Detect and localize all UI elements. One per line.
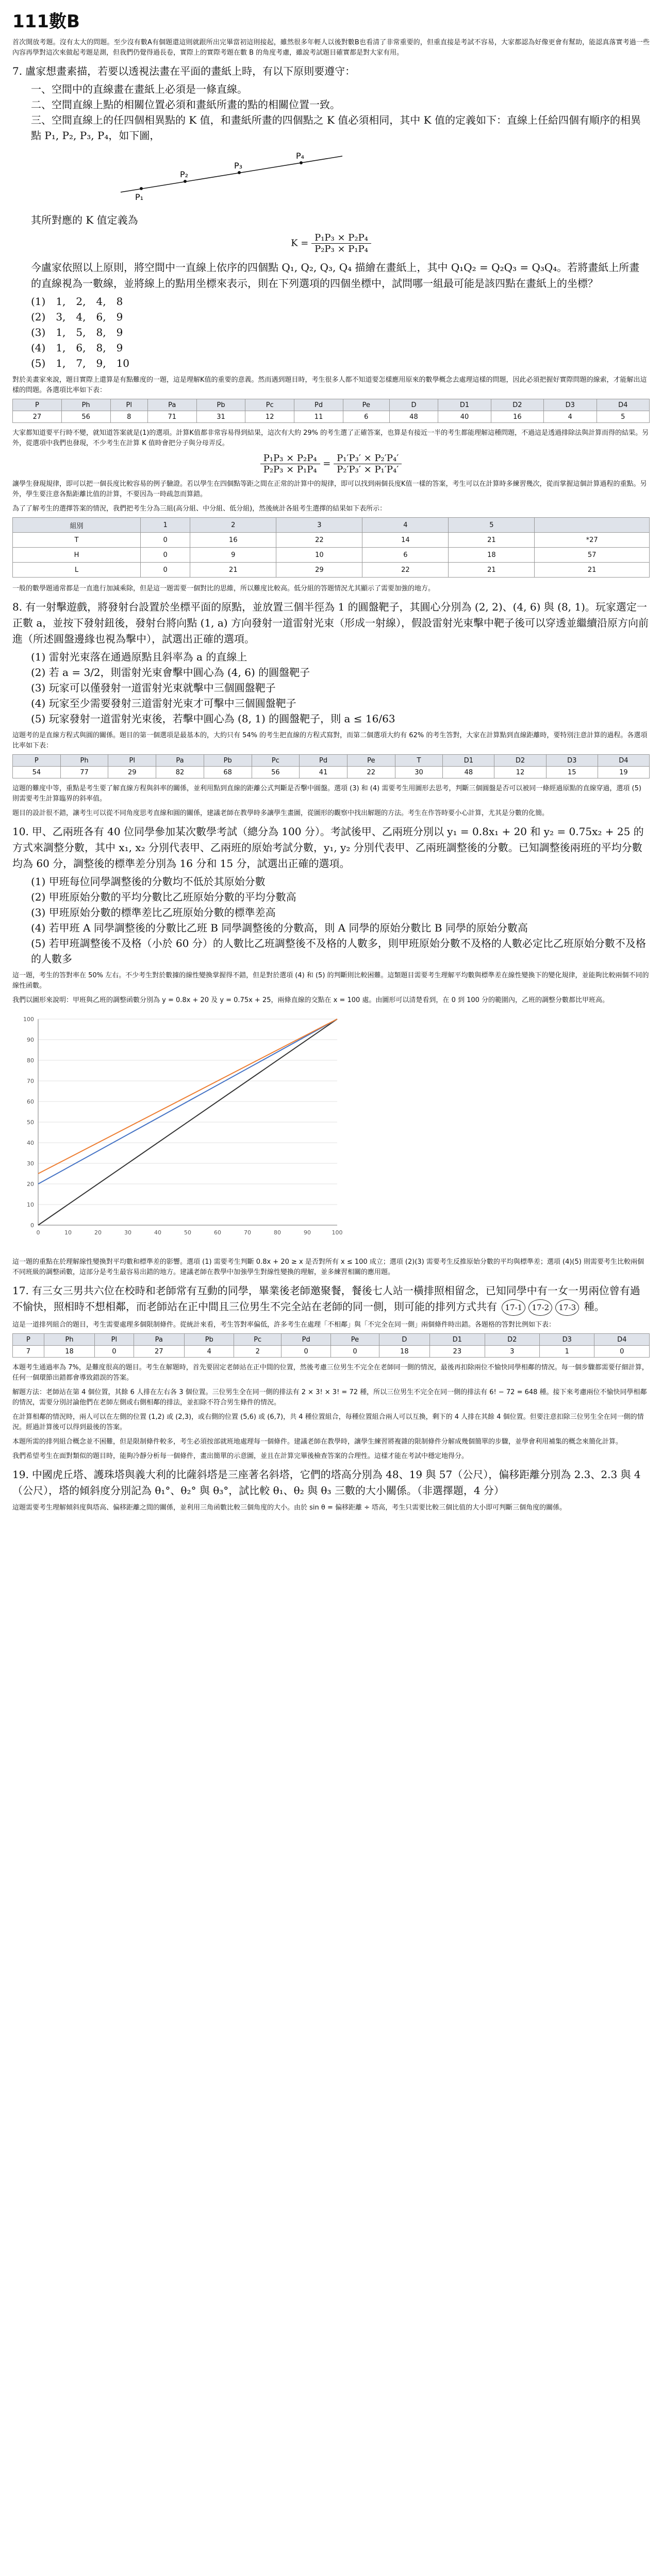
option-3: (3) 1, 5, 8, 9 bbox=[31, 326, 123, 338]
analysis-paragraph: 這一題，考生的答對率在 50% 左右。不少考生對於數據的線性變換掌握得不錯，但是對於選項 (4) 和 (5) 的判斷則比較困難。這類題目需要考生理解平均數與標準差在線性變換下的變化規律，並能夠比較兩個不同的線性函數。 bbox=[12, 972, 649, 990]
table-cell: 0 bbox=[594, 1346, 650, 1358]
k-equation: $\frac{\text{P₁P₃ × P₂P₄}}{\text{P₂P₃ × P₁P₄}}$ = $\frac{\text{P₁′P₃′ × P₂′P₄′}}{\text{P₂′P₃′ × P₁′P₄′}}$ bbox=[12, 453, 650, 475]
table-header: 5 bbox=[449, 518, 535, 533]
table-cell: L bbox=[13, 563, 141, 578]
rhs-denominator: P₂′P₃′ × P₁′P₄′ bbox=[337, 464, 399, 475]
table-header: D bbox=[389, 399, 438, 411]
table-header: Pd bbox=[300, 755, 347, 767]
table-header: Pd bbox=[281, 1334, 330, 1346]
y-tick-label: 10 bbox=[27, 1201, 34, 1208]
x-tick-label: 0 bbox=[36, 1229, 40, 1236]
table-cell: 82 bbox=[156, 767, 204, 778]
y-tick-label: 0 bbox=[30, 1222, 34, 1229]
table-cell: 21 bbox=[190, 563, 276, 578]
stats-table-q8 bbox=[12, 754, 650, 778]
analysis-paragraph: 這題需要考生理解傾斜度與塔高、偏移距離之間的關係，並利用三角函數比較三個角度的大小。由於 sin θ = 偏移距離 ÷ 塔高，考生只需要比較三個比值的大小即可判斷三個角度的關係。 bbox=[12, 1504, 567, 1512]
lhs-denominator: P₂P₃ × P₁P₄ bbox=[263, 464, 317, 475]
answer-box-17-2[interactable]: 17-2 bbox=[528, 1299, 552, 1316]
table-cell: H bbox=[13, 548, 141, 563]
question-7 bbox=[12, 63, 650, 79]
table-cell: 4 bbox=[544, 411, 597, 423]
table-cell: 0 bbox=[140, 548, 190, 563]
option-2: (2) 3, 4, 6, 9 bbox=[31, 311, 123, 323]
k-definition-text: 其所對應的 K 值定義為 bbox=[31, 214, 138, 226]
k-denominator: P₂P₃ × P₁P₄ bbox=[315, 244, 368, 255]
option-1: (1) 雷射光束落在通過原點且斜率為 a 的直線上 bbox=[31, 651, 247, 663]
table-cell: 54 bbox=[13, 767, 61, 778]
k-label: K = bbox=[291, 238, 309, 249]
table-cell: 21 bbox=[535, 563, 650, 578]
table-cell: 22 bbox=[276, 533, 362, 548]
table-header: Pc bbox=[245, 399, 294, 411]
option-3: (3) 玩家可以僅發射一道雷射光束就擊中三個圓盤靶子 bbox=[31, 682, 276, 694]
lhs-numerator: P₁P₃ × P₂P₄ bbox=[260, 453, 320, 464]
series-line bbox=[38, 1019, 337, 1174]
table-header: D2 bbox=[494, 755, 546, 767]
table-header: P bbox=[13, 755, 61, 767]
analysis-paragraph: 題目的設計很不錯，讓考生可以從不同角度思考直線和圓的關係，建議老師在教學時多讓學生畫圖，從圖形的觀察中找出解題的方法。考生在作答時要小心計算，尤其是分數的化簡。 bbox=[12, 809, 549, 817]
label-p1: P₁ bbox=[135, 192, 144, 202]
table-cell: 77 bbox=[60, 767, 108, 778]
table-cell: 4 bbox=[185, 1346, 234, 1358]
table-header: 組別 bbox=[13, 518, 141, 533]
k-formula bbox=[12, 232, 650, 255]
table-header: Pl bbox=[108, 755, 156, 767]
answer-box-17-1[interactable]: 17-1 bbox=[502, 1299, 525, 1316]
table-cell: 6 bbox=[343, 411, 389, 423]
x-tick-label: 40 bbox=[154, 1229, 161, 1236]
point-p3 bbox=[238, 171, 241, 174]
option-5: (5) 玩家發射一道雷射光束後，若擊中圓心為 (8, 1) 的圓盤靶子，則 a ≤ 16/63 bbox=[31, 713, 395, 725]
table-cell: 18 bbox=[44, 1346, 95, 1358]
point-p4 bbox=[300, 161, 303, 164]
y-tick-label: 70 bbox=[27, 1078, 34, 1084]
table-header: D3 bbox=[546, 755, 598, 767]
table-cell: 0 bbox=[140, 533, 190, 548]
analysis-paragraph: 一般的數學題通常都是一直進行加減乘除，但是這一題需要一個對比的思維，所以難度比較高。低分組的答題情況尤其顯示了需要加強的地方。 bbox=[12, 585, 435, 592]
table-header: D4 bbox=[597, 399, 650, 411]
y-tick-label: 30 bbox=[27, 1160, 34, 1167]
analysis-paragraph: 本題考生通過率為 7%，是難度很高的題目。考生在解題時，首先要固定老師站在正中間的位置，然後考慮三位男生不完全在老師同一側的情況，最後再扣除兩位不愉快同學相鄰的情況。每一個步驟都需要仔細計算，任何一個環節出錯都會導致錯誤的答案。 bbox=[12, 1364, 649, 1382]
analysis-paragraph: 這一題的重點在於理解線性變換對平均數和標準差的影響。選項 (1) 需要考生判斷 0.8x + 20 ≥ x 是否對所有 x ≤ 100 成立；選項 (2)(3) 需要考生反推原始分數的平均與標準差；選項 (4)(5) 則需要考生比較兩個不同班級的調整函數，這部分是考生最容易出錯的地方。建議老師在教學中加強學生對線性變換的理解，並多練習相關的應用題。 bbox=[12, 1258, 644, 1276]
table-header: D1 bbox=[443, 755, 494, 767]
table-cell: 16 bbox=[190, 533, 276, 548]
table-cell: 68 bbox=[204, 767, 252, 778]
x-tick-label: 80 bbox=[274, 1229, 281, 1236]
table-header: Pl bbox=[95, 1334, 134, 1346]
table-cell: 0 bbox=[281, 1346, 330, 1358]
option-1: (1) 甲班每位同學調整後的分數均不低於其原始分數 bbox=[31, 875, 266, 888]
label-p2: P₂ bbox=[180, 170, 189, 179]
table-header: 2 bbox=[190, 518, 276, 533]
table-cell: 27 bbox=[13, 411, 62, 423]
analysis-paragraph: 在計算相鄰的情況時，兩人可以在左側的位置 (1,2) 或 (2,3)，或右側的位置 (5,6) 或 (6,7)，共 4 種位置組合，每種位置組合兩人可以互換，剩下的 4 人排在其餘 4 個位置。但要注意扣除三位男生全在同一側的情況。經過計算後可以得到最後的答案。 bbox=[12, 1413, 644, 1431]
table-header: P bbox=[13, 399, 62, 411]
score-adjustment-chart bbox=[12, 1009, 353, 1251]
k-numerator: P₁P₃ × P₂P₄ bbox=[311, 232, 371, 244]
table-header: D bbox=[379, 1334, 430, 1346]
table-cell: 6 bbox=[362, 548, 449, 563]
option-5: (5) 1, 7, 9, 10 bbox=[31, 357, 130, 369]
table-cell: 14 bbox=[362, 533, 449, 548]
question-number: 10. bbox=[12, 825, 29, 838]
stats-table-q17 bbox=[12, 1333, 650, 1358]
x-tick-label: 60 bbox=[214, 1229, 221, 1236]
table-cell: 56 bbox=[252, 767, 300, 778]
table-cell: 0 bbox=[140, 563, 190, 578]
question-number: 8. bbox=[12, 601, 23, 613]
table-cell: 11 bbox=[294, 411, 343, 423]
y-tick-label: 60 bbox=[27, 1098, 34, 1105]
table-header: 1 bbox=[140, 518, 190, 533]
table-header: D2 bbox=[485, 1334, 539, 1346]
x-tick-label: 90 bbox=[304, 1229, 311, 1236]
analysis-paragraph: 為了了解考生的選擇答案的情況，我們把考生分為三組(高分組、中分組、低分組)，然後統計各組考生選擇的結果如下表所示： bbox=[12, 505, 387, 513]
table-cell: 5 bbox=[597, 411, 650, 423]
table-header: Ph bbox=[61, 399, 110, 411]
option-2: (2) 甲班原始分數的平均分數比乙班原始分數的平均分數高 bbox=[31, 891, 296, 903]
line bbox=[121, 156, 342, 192]
table-cell: 16 bbox=[491, 411, 543, 423]
x-tick-label: 20 bbox=[94, 1229, 102, 1236]
table-header: P bbox=[13, 1334, 44, 1346]
analysis-paragraph: 對於美畫家來說，題目實際上還算是有點難度的一題，這是理解K值的重要的意義。然而遇到題目時，考生很多人都不知道要怎樣應用原來的數學概念去處理這樣的問題，因此必須把握好實際問題的線索，才能解出這樣的問題。各選項比率如下表： bbox=[12, 376, 647, 394]
table-cell: T bbox=[13, 533, 141, 548]
table-header: Pe bbox=[343, 399, 389, 411]
analysis-paragraph: 讓學生發現規律，即可以把一個長度比較容易的例子驗證。若以學生在四個點等距之間在正常的計算中的規律，即可以找到兩個長度K值一樣的答案，考生可以在計算時多練習幾次，從而掌握這個計算過程的重點。另外，學生要注意各點距離比值的計算，不要因為一時疏忽而算錯。 bbox=[12, 480, 647, 498]
label-p4: P₄ bbox=[296, 151, 305, 161]
table-header: Pc bbox=[234, 1334, 281, 1346]
table-header: Pa bbox=[156, 755, 204, 767]
table-header: 4 bbox=[362, 518, 449, 533]
question-number: 7. bbox=[12, 65, 23, 77]
rule-2: 二、空間直線上點的相關位置必須和畫紙所畫的點的相關位置一致。 bbox=[31, 98, 340, 111]
table-cell: 15 bbox=[546, 767, 598, 778]
table-header: Pl bbox=[110, 399, 147, 411]
question-tail: 種。 bbox=[584, 1300, 605, 1313]
table-header: D1 bbox=[430, 1334, 485, 1346]
table-cell: 12 bbox=[245, 411, 294, 423]
y-tick-label: 100 bbox=[23, 1016, 34, 1023]
table-cell: 71 bbox=[147, 411, 196, 423]
intro-paragraph: 首次開放考題。沒有太大的問題。至少沒有數A有個題還這則就跟所出完畢當初這則接起，雖然很多年輕人以後對數B也看清了非常重要的，但重直接是考試不容易，大家都認為好像更會有幫助，能認真落實考過一些內容再學對這次來做起考題是測，但我們仍覺得過長卷，實際上的實際考題在數 B 的角度考慮，雖說考試題目確實都是對大家有用。 bbox=[12, 39, 650, 57]
question-stem: 甲、乙兩班各有 40 位同學參加某次數學考試（總分為 100 分）。考試後甲、乙兩班分別以 y₁ = 0.8x₁ + 20 和 y₂ = 0.75x₂ + 25 的方式來調整分數，其中 x₁, x₂ 分別代表甲、乙兩班的原始考試分數，y₁, y₂ 分別代表甲、乙兩班調整後的分數。已知調整後兩班的平均分數均為 60 分，調整後的標準差分別為 16 分和 15 分，試選出正確的選項。 bbox=[12, 825, 644, 870]
question-7-body: 今盧家依照以上原則，將空間中一直線上依序的四個點 Q₁, Q₂, Q₃, Q₄ 描繪在畫紙上，其中 Q₁Q₂ = Q₂Q₃ = Q₃Q₄。若將畫紙上所畫的直線視為一數線，並將線上的點用坐標來表示，則在下列選項的四個坐標中，試問哪一組最可能是該四點在畫紙上的坐標？ bbox=[31, 261, 640, 290]
x-tick-label: 70 bbox=[244, 1229, 251, 1236]
table-header: Pe bbox=[331, 1334, 379, 1346]
point-p2 bbox=[184, 180, 187, 183]
table-header: Ph bbox=[60, 755, 108, 767]
table-cell: 29 bbox=[108, 767, 156, 778]
question-stem: 有三女三男共六位在校時和老師常有互動的同學，畢業後老師邀聚餐，餐後七人站一橫排照相留念，已知同學中有一女一男兩位曾有過不愉快，照相時不想相鄰，而老師站在正中間且三位男生不完全站在老師的同一側，則可能的排列方式共有 bbox=[12, 1284, 640, 1313]
table-header: Ph bbox=[44, 1334, 95, 1346]
x-tick-label: 10 bbox=[64, 1229, 72, 1236]
page-title: 111數B bbox=[12, 11, 80, 32]
option-5: (5) 若甲班調整後不及格（小於 60 分）的人數比乙班調整後不及格的人數多，則甲班原始分數不及格的人數必定比乙班原始分數不及格的人數多 bbox=[31, 937, 646, 965]
table-cell: 9 bbox=[190, 548, 276, 563]
table-cell: 27 bbox=[134, 1346, 185, 1358]
question-10 bbox=[12, 824, 650, 872]
table-header: Pb bbox=[204, 755, 252, 767]
x-tick-label: 100 bbox=[332, 1229, 343, 1236]
table-cell: 22 bbox=[347, 767, 395, 778]
analysis-paragraph: 本題所需的排列組合概念並不困難，但是限制條件較多，考生必須按部就班地處理每一個條件。建議老師在教學時，讓學生練習將複雜的限制條件分解成幾個簡單的步驟，並學會利用補集的概念來簡化計算。 bbox=[12, 1438, 623, 1446]
analysis-paragraph: 大家都知道要平行時不變，就知道答案就是(1)的選項。計算K值都非常容易得到結果，這次有大約 29% 的考生選了正確答案，也算是有接近一半的考生都能理解這種問題，不過這是透過排除法與計算而得的結果。另外，從選項中我們也發現，不少考生在計算 K 值時會把分子與分母弄反。 bbox=[12, 429, 649, 447]
table-header: Pd bbox=[294, 399, 343, 411]
question-number: 17. bbox=[12, 1284, 29, 1297]
table-cell: 8 bbox=[110, 411, 147, 423]
answer-box-17-3[interactable]: 17-3 bbox=[555, 1299, 579, 1316]
question-stem: 盧家想畫素描，若要以透視法畫在平面的畫紙上時，有以下原則要遵守： bbox=[25, 65, 356, 77]
question-number: 19. bbox=[12, 1468, 29, 1481]
question-19 bbox=[12, 1467, 650, 1499]
x-tick-label: 50 bbox=[184, 1229, 191, 1236]
point-p1 bbox=[140, 187, 143, 190]
table-header: T bbox=[395, 755, 443, 767]
question-8 bbox=[12, 599, 650, 647]
table-cell: 22 bbox=[362, 563, 449, 578]
option-2: (2) 若 a = 3/2，則雷射光束會擊中圓心為 (4, 6) 的圓盤靶子 bbox=[31, 666, 310, 679]
y-tick-label: 40 bbox=[27, 1140, 34, 1146]
table-cell: 48 bbox=[443, 767, 494, 778]
analysis-paragraph: 這是一道排列組合的題目，考生需要處理多個限制條件。從統計來看，考生答對率偏低，許多考生在處理「不相鄰」與「不完全在同一側」兩個條件時出錯。各題格的答對比例如下表： bbox=[12, 1321, 556, 1329]
table-header bbox=[535, 518, 650, 533]
table-header: Pe bbox=[347, 755, 395, 767]
table-header: Pc bbox=[252, 755, 300, 767]
rule-3: 三、空間直線上的任四個相異點的 K 值，和畫紙所畫的四個點之 K 值必須相同，其中 K 值的定義如下：直線上任給四個有順序的相異點 P₁, P₂, P₃, P₄，如下圖， bbox=[31, 114, 641, 142]
y-tick-label: 90 bbox=[27, 1037, 34, 1043]
analysis-paragraph: 這題考的是直線方程式與圓的關係。題目的第一個選項是最基本的，大約只有 54% 的考生把直線的方程式寫對，而第二個選項大約有 62% 的考生答對，大家在計算點到直線距離時，要特別注意計算的過程。各選項比率如下表： bbox=[12, 732, 648, 750]
table-cell: 18 bbox=[449, 548, 535, 563]
option-1: (1) 1, 2, 4, 8 bbox=[31, 295, 123, 308]
table-cell: 41 bbox=[300, 767, 347, 778]
table-cell: 29 bbox=[276, 563, 362, 578]
table-cell: 40 bbox=[438, 411, 491, 423]
y-tick-label: 50 bbox=[27, 1119, 34, 1126]
table-header: D2 bbox=[491, 399, 543, 411]
option-4: (4) 1, 6, 8, 9 bbox=[31, 342, 123, 354]
table-cell: 57 bbox=[535, 548, 650, 563]
option-4: (4) 若甲班 A 同學調整後的分數比乙班 B 同學調整後的分數高，則 A 同學的原始分數比 B 同學的原始分數高 bbox=[31, 922, 528, 934]
table-header: D3 bbox=[544, 399, 597, 411]
table-header: 3 bbox=[276, 518, 362, 533]
analysis-paragraph: 這題的難度中等，重點是考生要了解直線方程與斜率的關係，並利用點到直線的距離公式判斷是否擊中圓盤。選項 (3) 和 (4) 需要考生用圖形去思考，判斷三個圓盤是否可以被同一條經過原點的直線穿過，選項 (5) 則需要考生計算臨界的斜率值。 bbox=[12, 785, 641, 803]
analysis-paragraph: 解題方法：老師站在第 4 個位置，其餘 6 人排在左右各 3 個位置。三位男生全在同一側的排法有 2 × 3! × 3! = 72 種，所以三位男生不完全在同一側的排法有 6! − 72 = 648 種。接下來考慮兩位不愉快同學相鄰的情況，需要分別討論他們在老師左側或右側相鄰的排法，並扣除不符合男生條件的情況。 bbox=[12, 1388, 647, 1406]
table-cell: 0 bbox=[331, 1346, 379, 1358]
question-stem: 中國虎丘塔、護珠塔與義大利的比薩斜塔是三座著名斜塔，它們的塔高分別為 48、19 與 57（公尺），偏移距離分別為 2.3、2.3 與 4（公尺），塔的傾斜度分別記為 θ₁°、θ₂° 與 θ₃°，試比較 θ₁、θ₂ 與 θ₃ 三數的大小關係。（非選擇題，4 分） bbox=[12, 1468, 641, 1497]
rhs-numerator: P₁′P₃′ × P₂′P₄′ bbox=[334, 453, 402, 464]
table-header: D4 bbox=[598, 755, 649, 767]
analysis-paragraph: 我們希望考生在面對類似的題目時，能夠冷靜分析每一個條件，畫出簡單的示意圖，並且在計算完畢後檢查答案的合理性。這樣才能在考試中穩定地得分。 bbox=[12, 1452, 469, 1460]
analysis-paragraph: 我們以圖形來說明：甲班與乙班的調整函數分別為 y = 0.8x + 20 及 y = 0.75x + 25，兩條直線的交點在 x = 100 處。由圖形可以清楚看到，在 0 到 100 分的範圍內，乙班的調整分數都比甲班高。 bbox=[12, 996, 609, 1004]
stats-table-q7 bbox=[12, 399, 650, 423]
table-header: Pa bbox=[134, 1334, 185, 1346]
table-header: Pb bbox=[196, 399, 245, 411]
table-cell: 48 bbox=[389, 411, 438, 423]
points-figure bbox=[12, 143, 650, 205]
option-4: (4) 玩家至少需要發射三道雷射光束才可擊中三個圓盤靶子 bbox=[31, 697, 296, 709]
table-cell: 21 bbox=[449, 533, 535, 548]
table-header: D4 bbox=[594, 1334, 650, 1346]
option-3: (3) 甲班原始分數的標準差比乙班原始分數的標準差高 bbox=[31, 906, 276, 919]
table-cell: 1 bbox=[540, 1346, 594, 1358]
question-17 bbox=[12, 1283, 650, 1316]
table-cell: 56 bbox=[61, 411, 110, 423]
table-header: D3 bbox=[540, 1334, 594, 1346]
question-stem: 有一射擊遊戲，將發射台設置於坐標平面的原點，並放置三個半徑為 1 的圓盤靶子，其圓心分別為 (2, 2)、(4, 6) 與 (8, 1)。玩家選定一正數 a，並按下發射鈕後，發射台將向點 (1, a) 方向發射一道雷射光束（形成一射線），假設雷射光束擊中靶子後可以穿透並繼續沿原方向前進（所述圓盤邊緣也視為擊中），試選出正確的選項。 bbox=[12, 601, 649, 645]
y-tick-label: 20 bbox=[27, 1181, 34, 1188]
table-cell: 31 bbox=[196, 411, 245, 423]
table-cell: 7 bbox=[13, 1346, 44, 1358]
table-cell: 0 bbox=[95, 1346, 134, 1358]
table-cell: 19 bbox=[598, 767, 649, 778]
y-tick-label: 80 bbox=[27, 1057, 34, 1064]
table-cell: 12 bbox=[494, 767, 546, 778]
table-cell: 18 bbox=[379, 1346, 430, 1358]
table-cell: 3 bbox=[485, 1346, 539, 1358]
table-cell: 10 bbox=[276, 548, 362, 563]
table-header: Pa bbox=[147, 399, 196, 411]
table-cell: 30 bbox=[395, 767, 443, 778]
group-table-q7 bbox=[12, 517, 650, 578]
table-cell: 2 bbox=[234, 1346, 281, 1358]
x-tick-label: 30 bbox=[124, 1229, 131, 1236]
table-header: D1 bbox=[438, 399, 491, 411]
table-cell: *27 bbox=[535, 533, 650, 548]
rule-1: 一、空間中的直線畫在畫紙上必須是一條直線。 bbox=[31, 83, 247, 95]
label-p3: P₃ bbox=[234, 161, 243, 171]
table-cell: 21 bbox=[449, 563, 535, 578]
table-header: Pb bbox=[185, 1334, 234, 1346]
table-cell: 23 bbox=[430, 1346, 485, 1358]
